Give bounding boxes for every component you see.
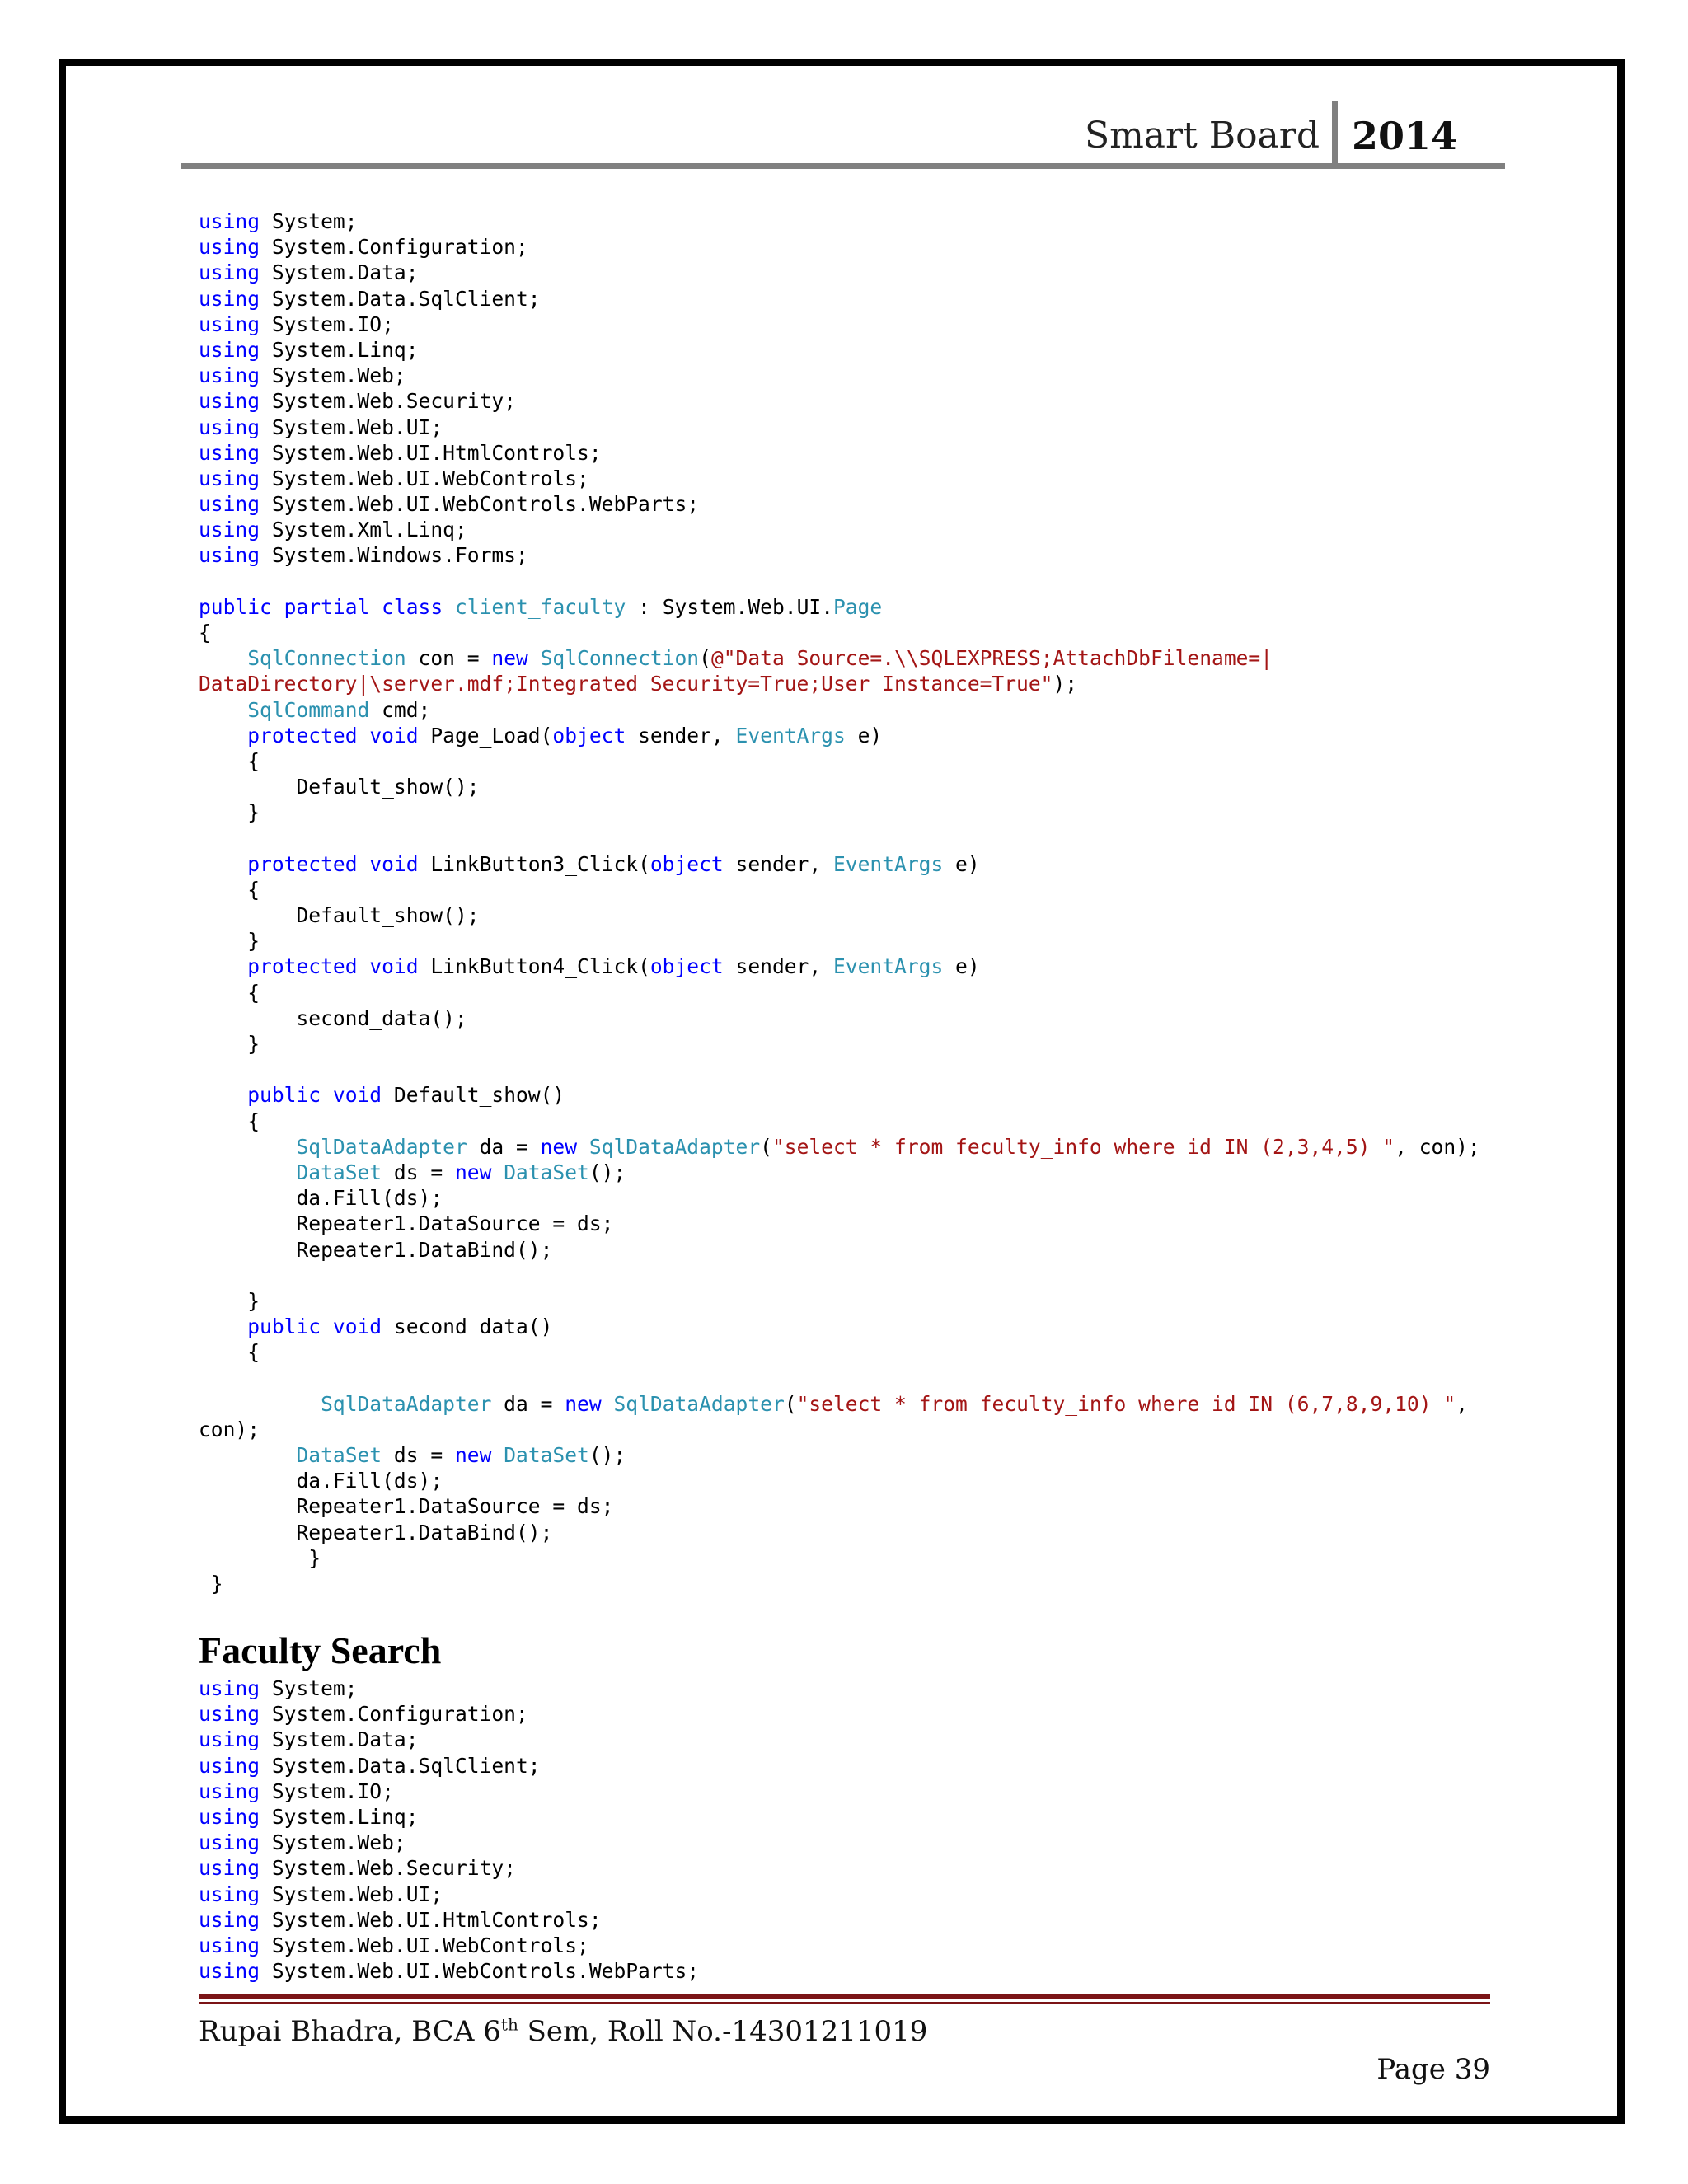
code-line: DataDirectory|\server.mdf;Integrated Security=True;User Instance=True"); (199, 672, 1078, 696)
code-line: Repeater1.DataSource = ds; (199, 1494, 614, 1519)
code-line: protected void Page_Load(object sender, EventArgs e) (247, 723, 883, 748)
code-line: { (199, 877, 260, 902)
code-line: using System; (199, 209, 358, 233)
code-line: Default_show(); (199, 903, 480, 928)
code-line: using System.Data.SqlClient; (199, 286, 541, 311)
code-line: using System.Data; (199, 1727, 419, 1752)
code-block-faculty-search (199, 1675, 699, 1984)
code-line: protected void LinkButton3_Click(object sender, EventArgs e) (247, 851, 980, 876)
code-line: } (199, 1545, 321, 1570)
code-line: using System.Xml.Linq; (199, 518, 467, 542)
code-line: using System.Web; (199, 1830, 406, 1855)
code-line: { (199, 748, 260, 773)
code-line: using System.Data.SqlClient; (199, 1753, 541, 1778)
header-year: 2014 (1352, 114, 1458, 158)
code-line: public void Default_show() (247, 1083, 565, 1108)
code-line: using System.Windows.Forms; (199, 543, 528, 568)
footer-author-prefix: Rupai Bhadra, BCA 6 (199, 2015, 501, 2048)
code-line: second_data(); (199, 1005, 467, 1030)
code-line: SqlDataAdapter da = new SqlDataAdapter("select * from feculty_info where id IN (2,3,4,5) ", con); (296, 1134, 1480, 1159)
code-line: using System.Configuration; (199, 235, 528, 260)
code-line: using System.Web.UI.WebControls; (199, 1933, 589, 1957)
code-line: } (199, 800, 260, 825)
code-line: } (199, 1032, 260, 1056)
code-line: da.Fill(ds); (199, 1469, 443, 1493)
code-line: da.Fill(ds); (199, 1186, 443, 1211)
code-line: using System.IO; (199, 312, 394, 336)
code-line: } (199, 1288, 260, 1313)
code-line: using System.Linq; (199, 1804, 419, 1829)
section-title: Faculty Search (199, 1629, 442, 1671)
code-line: Repeater1.DataBind(); (199, 1520, 553, 1544)
code-block-client-faculty (199, 209, 1480, 1596)
code-line (199, 1057, 1480, 1082)
code-line: using System.Web.UI.HtmlControls; (199, 440, 602, 465)
header-rule (181, 163, 1505, 169)
page-number: Page 39 (1376, 2053, 1490, 2086)
code-line: { (199, 1108, 260, 1133)
header-separator (1332, 101, 1338, 168)
code-line: DataSet ds = new DataSet(); (296, 1443, 626, 1467)
code-line: protected void LinkButton4_Click(object sender, EventArgs e) (247, 954, 980, 979)
code-line: using System.Configuration; (199, 1702, 528, 1727)
code-line: using System.Web.UI.WebControls.WebParts; (199, 1959, 700, 1984)
code-line: using System.Web.UI.WebControls.WebParts; (199, 492, 700, 517)
code-line: Default_show(); (199, 775, 480, 799)
footer-rule-thin (199, 2002, 1490, 2004)
code-line (199, 826, 1480, 851)
code-line (199, 1365, 1480, 1390)
code-line: using System.Web.UI; (199, 415, 443, 439)
code-line: con); (199, 1417, 260, 1441)
code-line: using System.Web.UI; (199, 1882, 443, 1906)
code-line: SqlDataAdapter da = new SqlDataAdapter("select * from feculty_info where id IN (6,7,8,9,10) ", (321, 1391, 1468, 1416)
code-line: } (199, 929, 260, 954)
footer-author-suffix: Sem, Roll No.-14301211019 (518, 2015, 928, 2048)
code-line: using System.Web.UI.WebControls; (199, 466, 589, 490)
code-line: { (199, 621, 211, 644)
header-title: Smart Board (1084, 115, 1320, 157)
code-line: { (199, 980, 260, 1005)
footer-rule (199, 1994, 1490, 1999)
footer-author-sup: th (500, 2014, 518, 2035)
code-line: using System.Web.UI.HtmlControls; (199, 1907, 602, 1932)
code-line: { (199, 1340, 260, 1365)
code-line: using System.IO; (199, 1779, 394, 1803)
code-line: public partial class client_faculty : System.Web.UI.Page (199, 594, 883, 619)
code-line: using System.Web; (199, 363, 406, 388)
code-line: Repeater1.DataBind(); (199, 1237, 553, 1262)
code-line (199, 1263, 1480, 1288)
footer-author (199, 2011, 927, 2052)
code-line: DataSet ds = new DataSet(); (296, 1160, 626, 1184)
code-line: using System.Web.Security; (199, 389, 516, 414)
code-line: public void second_data() (247, 1315, 553, 1339)
code-line: using System.Web.Security; (199, 1856, 516, 1881)
code-line: Repeater1.DataSource = ds; (199, 1212, 614, 1236)
code-line: } (199, 1571, 223, 1596)
code-line: SqlConnection con = new SqlConnection(@"Data Source=.\\SQLEXPRESS;AttachDbFilename=| (247, 646, 1273, 671)
code-line: using System.Data; (199, 260, 419, 285)
code-line: using System; (199, 1676, 358, 1700)
code-line (199, 569, 1480, 594)
code-line: using System.Linq; (199, 337, 419, 362)
code-line: SqlCommand cmd; (247, 697, 431, 722)
